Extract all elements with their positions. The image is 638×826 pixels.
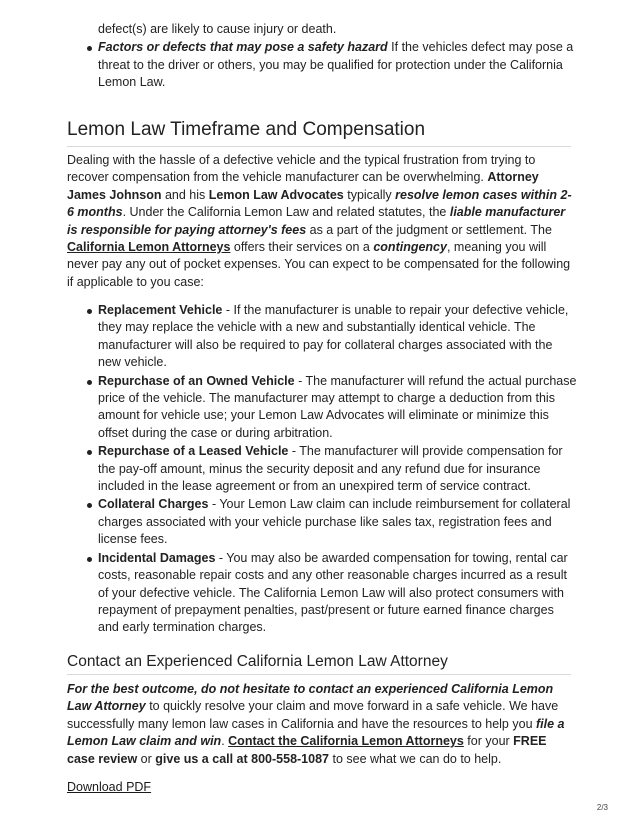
list-item-text: - The manufacturer will provide compensation for the pay-off amount, minus the security deposit and any refund due for insurance included in the lease agreement or from an unexpired term of service contract.: [98, 444, 563, 494]
text-run: FREE case review: [67, 734, 547, 766]
list-item-title: Incidental Damages: [98, 550, 216, 565]
list-item-title: Repurchase of a Leased Vehicle: [98, 444, 289, 459]
text-run: file a Lemon Law claim and win: [67, 716, 565, 749]
intro-paragraph: [67, 152, 577, 291]
page-number: 2/3: [596, 803, 608, 812]
top-bullet-list: [67, 21, 577, 92]
text-run: .: [221, 734, 229, 749]
list-item: [67, 443, 577, 495]
list-item: [67, 496, 577, 548]
inline-link[interactable]: California Lemon Attorneys: [67, 240, 231, 255]
text-run: as a part of the judgment or settlement. The: [306, 222, 552, 237]
list-item-title: Replacement Vehicle: [98, 303, 223, 317]
text-run: For the best outcome, do not hesitate to contact an experienced California Lemon Law Attorney: [67, 682, 554, 714]
list-item-continuation: [67, 21, 577, 38]
list-item: [67, 302, 577, 372]
text-run: Attorney James Johnson: [67, 170, 539, 202]
contact-paragraph: [67, 681, 577, 768]
text-run: , meaning you will never pay any out of pocket expenses. You can expect to be compensated for the following if applicable to you case:: [67, 240, 571, 289]
section-heading: Lemon Law Timeframe and Compensation: [67, 119, 426, 140]
list-item-title: Factors or defects that may pose a safety hazard: [98, 40, 388, 55]
text-run: typically: [343, 187, 396, 202]
inline-link[interactable]: Contact the California Lemon Attorneys: [228, 734, 464, 749]
text-run: and his: [161, 187, 209, 202]
list-item-text: - Your Lemon Law claim can include reimbursement for collateral charges associated with your vehicle purchase like sales tax, registration fees and license fees.: [98, 497, 571, 547]
heading-divider: [67, 674, 571, 675]
list-item-text: - You may also be awarded compensation for towing, rental car costs, reasonable repair costs and any other reasonable charges incurred as a result of your defective vehicle. The California Lemon Law will also protect consumers with repayment of prepayment penalties, past/present or future earned finance charges and early termination charges.: [98, 550, 568, 635]
list-item: [67, 550, 577, 637]
download-pdf-link[interactable]: Download PDF: [67, 780, 152, 794]
list-item: [67, 39, 577, 91]
text-run: resolve lemon cases within 2-6 months: [67, 187, 572, 220]
text-run: Lemon Law Advocates: [208, 187, 344, 202]
text-run: offers their services on a: [230, 240, 374, 255]
text-run: liable manufacturer is responsible for paying attorney's fees: [67, 205, 566, 237]
list-item-text: - If the manufacturer is unable to repair your defective vehicle, they may replace the vehicle with a new and substantially identical vehicle. The manufacturer will also be required to pay for collateral charges associated with the new vehicle.: [98, 303, 569, 370]
list-item-text: If the vehicles defect may pose a threat to the driver or others, you may be qualified for protection under the California Lemon Law.: [98, 40, 574, 90]
text-run: Dealing with the hassle of a defective vehicle and the typical frustration from trying to recover compensation from the vehicle manufacturer can be overwhelming.: [67, 153, 536, 185]
text-run: . Under the California Lemon Law and related statutes, the: [122, 205, 450, 220]
heading-divider: [67, 146, 571, 147]
text-run: for your: [463, 734, 514, 749]
text-run: to quickly resolve your claim and move forward in a safe vehicle. We have successfully many lemon law cases in California and have the resources to help you: [67, 699, 559, 731]
list-item-text: - The manufacturer will refund the actual purchase price of the vehicle. The manufacturer may attempt to charge a deduction from this amount for vehicle use; your Lemon Law Advocates will eliminate or minimize this offset during the case or during arbitration.: [98, 373, 577, 440]
text-run: or: [137, 751, 156, 766]
list-item-title: Collateral Charges: [98, 497, 209, 512]
list-item-title: Repurchase of an Owned Vehicle: [98, 373, 295, 388]
text-run: contingency: [373, 240, 447, 255]
list-item: [67, 373, 577, 443]
list-item-text: defect(s) are likely to cause injury or death.: [98, 22, 337, 36]
section-heading: Contact an Experienced California Lemon Law Attorney: [67, 653, 448, 670]
text-run: give us a call at 800-558-1087: [155, 751, 329, 766]
compensation-list: [67, 302, 577, 637]
text-run: to see what we can do to help.: [329, 751, 502, 766]
